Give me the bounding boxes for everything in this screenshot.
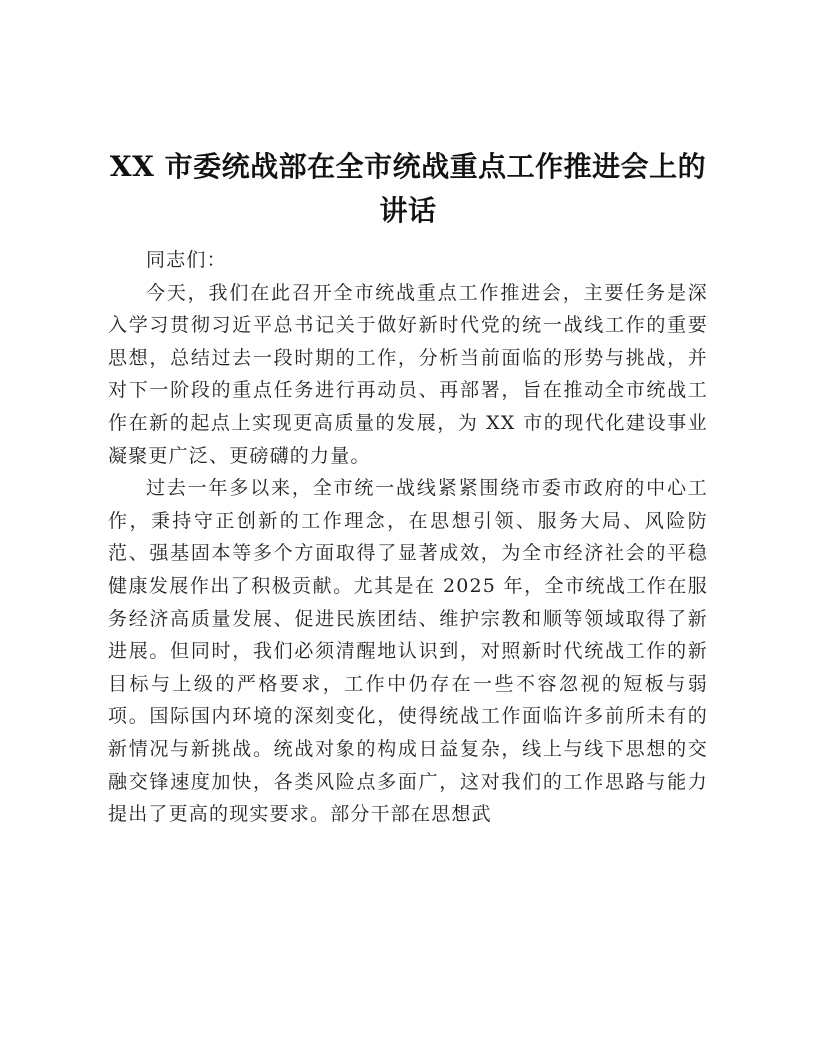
paragraph-1: 今天，我们在此召开全市统战重点工作推进会，主要任务是深入学习贯彻习近平总书记关于做好新时代党的统一战线工作的重要思想，总结过去一段时期的工作，分析当前面临的形势与挑战，并对下一阶段的重点任务进行再动员、再部署，旨在推动全市统战工作在新的起点上实现更高质量的发展，为 XX 市的现代化建设事业凝聚更广泛、更磅礴的力量。	[108, 281, 708, 467]
document-body	[108, 244, 708, 831]
paragraph-2: 过去一年多以来，全市统一战线紧紧围绕市委市政府的中心工作，秉持守正创新的工作理念，在思想引领、服务大局、风险防范、强基固本等多个方面取得了显著成效，为全市经济社会的平稳健康发展作出了积极贡献。尤其是在 2025 年，全市统战工作在服务经济高质量发展、促进民族团结、维护宗教和顺等领域取得了新进展。但同时，我们必须清醒地认识到，对照新时代统战工作的新目标与上级的严格要求，工作中仍存在一些不容忽视的短板与弱项。国际国内环境的深刻变化，使得统战工作面临许多前所未有的新情况与新挑战。统战对象的构成日益复杂，线上与线下思想的交融交锋速度加快，各类风险点多面广，这对我们的工作思路与能力提出了更高的现实要求。部分干部在思想武	[108, 477, 708, 826]
salutation: 同志们：	[146, 249, 227, 271]
document-title: XX 市委统战部在全市统战重点工作推进会上的讲话	[109, 150, 707, 227]
